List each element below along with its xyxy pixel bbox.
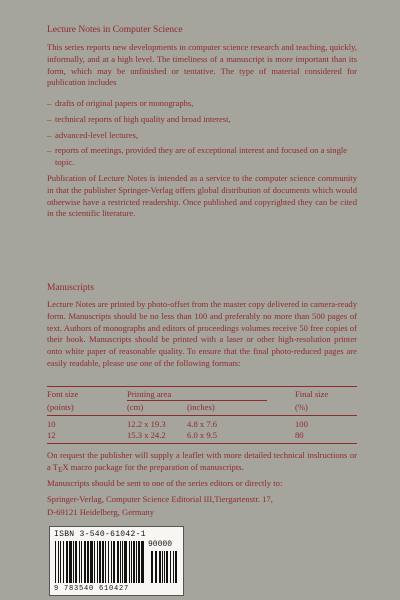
table-cell-inches: 6.0 x 9.5 <box>187 430 218 440</box>
table-cell-cm: 15.3 x 24.2 <box>127 430 166 440</box>
list-item-text: reports of meetings, provided they are of exceptional interest and focused on a single topic. <box>55 145 348 167</box>
barcode-bar <box>58 541 59 583</box>
barcode-bar <box>102 541 104 583</box>
barcode-bar <box>79 541 80 583</box>
col-unit-percent: (%) <box>295 402 308 412</box>
barcode-bar <box>84 541 86 583</box>
publication-paragraph: Publication of Lecture Notes is intended as a service to the computer science community in that the publisher Springer-Verlag offers global distribution of documents which would otherwise have a restricted readership. Once published and copyrighted they can be cited in the scientific literature. <box>47 173 357 219</box>
send-paragraph: Manuscripts should be sent to one of the series editors or directly to: <box>47 478 283 488</box>
barcode-bar <box>90 541 93 583</box>
barcode-bar <box>75 541 77 583</box>
intro-paragraph: This series reports new developments in computer science research and teaching, quickly, informally, and at a high level. The timeliness of a manuscript is more important than its form, which may be unfinished or tentative. The type of material considered for publication includes <box>47 42 357 88</box>
list-item-text: technical reports of high quality and broad interest, <box>55 114 231 124</box>
leaflet-text-end: X macro package for the preparation of manuscripts. <box>62 461 244 472</box>
barcode-bar <box>63 541 64 583</box>
barcode-bar <box>122 541 123 583</box>
isbn-barcode <box>49 526 184 596</box>
list-item-text: advanced-level lectures, <box>55 130 139 140</box>
col-unit-inches: (inches) <box>187 402 215 412</box>
barcode-bar <box>131 541 132 583</box>
barcode-bar <box>151 551 153 583</box>
barcode-bar <box>55 541 56 583</box>
list-dash: – <box>47 130 52 140</box>
table-cell-cm: 12.2 x 19.3 <box>127 419 166 429</box>
barcode-bar <box>173 551 174 583</box>
publisher-address <box>47 493 357 519</box>
ean-number: 9 783540 610427 <box>54 585 130 593</box>
barcode-bar <box>159 551 161 583</box>
barcode-bar <box>111 541 112 583</box>
leaflet-paragraph <box>47 450 357 475</box>
barcode-bar <box>69 541 72 583</box>
address-line: Springer-Verlag, Computer Science Editorial III,Tiergartenstr. 17, <box>47 494 273 504</box>
barcode-bar <box>105 541 106 583</box>
table-cell-final: 100 <box>295 419 308 429</box>
price-code: 90000 <box>148 540 173 549</box>
leaflet-text-start: On request the publisher will supply a leaflet with more detailed technical inslructions or a T <box>47 450 357 472</box>
barcode-bar <box>124 541 127 583</box>
barcode-bar <box>81 541 82 583</box>
table-cell-font: 10 <box>47 419 56 429</box>
barcode-bar <box>155 551 157 583</box>
barcode-bar <box>99 541 101 583</box>
isbn-text: ISBN 3-540-61042-1 <box>54 530 146 539</box>
printing-area-rule <box>127 400 267 401</box>
table-header-rule <box>47 415 357 416</box>
col-header-final-size: Final size <box>295 389 329 399</box>
list-dash: – <box>47 114 52 124</box>
list-dash: – <box>47 145 52 155</box>
barcode-bar <box>141 541 144 583</box>
barcode-bar <box>120 541 121 583</box>
barcode-bar <box>117 541 119 583</box>
col-unit-points: (points) <box>47 402 74 412</box>
col-header-printing-area: Printing area <box>127 389 172 399</box>
col-unit-cm: (cm) <box>127 402 144 412</box>
table-top-rule <box>47 386 357 387</box>
table-cell-inches: 4.8 x 7.6 <box>187 419 218 429</box>
barcode-bar <box>97 541 98 583</box>
barcode-bar <box>136 541 137 583</box>
barcode-bar <box>164 551 165 583</box>
barcode-bar <box>94 541 95 583</box>
barcode-bar <box>66 541 68 583</box>
barcode-bar <box>113 541 115 583</box>
series-title: Lecture Notes in Computer Science <box>47 25 183 35</box>
table-bottom-rule <box>47 443 357 444</box>
list-item-text: drafts of original papers or monographs, <box>55 98 194 108</box>
manuscripts-paragraph: Lecture Notes are printed by photo-offset from the master copy delivered in camera-ready form. Manuscripts should be no less than 100 and preferably no more than 500 pages of text. Authors of monographs and editors of proceedings volumes receive 50 free copies of their book. Manuscripts should be printed with a laser or other high-resolution printer onto white paper of reasonable quality. To ensure that the final photo-reduced pages are easily readable, please use one of the following formats: <box>47 299 357 368</box>
manuscripts-heading: Manuscripts <box>47 283 94 293</box>
barcode-bar <box>175 551 177 583</box>
address-line: D-69121 Heidelberg, Germany <box>47 506 154 517</box>
list-dash: – <box>47 98 52 108</box>
barcode-bar <box>138 541 140 583</box>
table-cell-font: 12 <box>47 430 56 440</box>
tex-e-glyph: E <box>58 465 63 474</box>
barcode-bar <box>133 541 135 583</box>
barcode-bar <box>166 551 168 583</box>
barcode-bar <box>87 541 89 583</box>
barcode-bar <box>73 541 74 583</box>
col-header-font-size: Font size <box>47 389 79 399</box>
barcode-bar <box>129 541 130 583</box>
table-cell-final: 80 <box>295 430 304 440</box>
barcode-bar <box>170 551 171 583</box>
barcode-bar <box>162 551 163 583</box>
barcode-bar <box>60 541 61 583</box>
barcode-bar <box>108 541 109 583</box>
